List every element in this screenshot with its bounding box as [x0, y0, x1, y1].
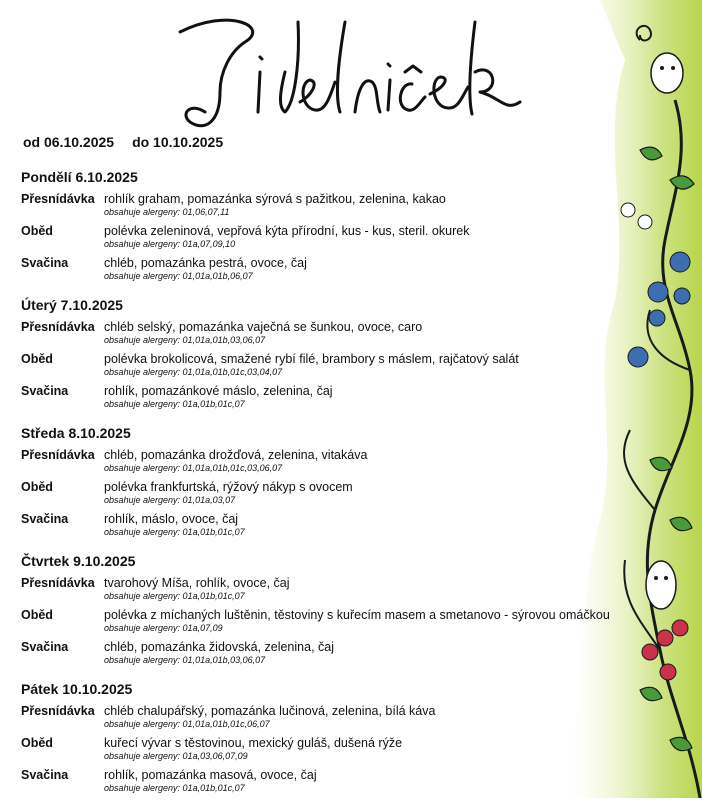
blueberry-icon: [628, 347, 648, 367]
day-title: Středa 8.10.2025: [21, 425, 131, 441]
flower-icon: [638, 215, 652, 229]
raspberry-icon: [660, 664, 676, 680]
day-section-tuesday: [21, 296, 621, 416]
blueberry-icon: [670, 252, 690, 272]
allergen-info: obsahuje alergeny: 01,01a,03,07: [104, 495, 236, 505]
day-section-friday: [21, 680, 621, 800]
meal-description: polévka zeleninová, vepřová kýta přírodní, kus - kus, steril. okurek: [104, 224, 470, 238]
allergen-info: obsahuje alergeny: 01,01a,01b,01c,03,06,07: [104, 463, 283, 473]
meal-label: Svačina: [21, 384, 69, 398]
raspberry-icon: [642, 644, 658, 660]
meal-row: [21, 704, 621, 736]
meal-row: [21, 736, 621, 768]
allergen-info: obsahuje alergeny: 01a,01b,01c,07: [104, 399, 245, 409]
allergen-info: obsahuje alergeny: 01a,01b,01c,07: [104, 591, 245, 601]
allergen-info: obsahuje alergeny: 01,01a,01b,06,07: [104, 271, 253, 281]
meal-label: Oběd: [21, 736, 53, 750]
meal-row: [21, 480, 621, 512]
meal-description: polévka frankfurtská, rýžový nákyp s ovocem: [104, 480, 353, 494]
meal-label: Přesnídávka: [21, 192, 95, 206]
meal-row: [21, 384, 621, 416]
allergen-info: obsahuje alergeny: 01a,01b,01c,07: [104, 527, 245, 537]
meal-row: [21, 192, 621, 224]
meal-description: tvarohový Míša, rohlík, ovoce, čaj: [104, 576, 290, 590]
day-section-wednesday: [21, 424, 621, 544]
date-from: od 06.10.2025: [23, 134, 115, 150]
meal-label: Oběd: [21, 352, 53, 366]
meal-row: [21, 224, 621, 256]
meal-row: [21, 352, 621, 384]
meal-description: rohlík, pomazánkové máslo, zelenina, čaj: [104, 384, 333, 398]
handwritten-title: [180, 20, 520, 126]
blueberry-icon: [648, 282, 668, 302]
meal-description: chléb, pomazánka drožďová, zelenina, vitakáva: [104, 448, 368, 462]
meal-label: Přesnídávka: [21, 576, 95, 590]
blueberry-icon: [674, 288, 690, 304]
meal-row: [21, 320, 621, 352]
day-section-thursday: [21, 552, 621, 672]
flower-icon: [621, 203, 635, 217]
meal-row: [21, 608, 621, 640]
meal-row: [21, 768, 621, 800]
meal-description: rohlík graham, pomazánka sýrová s pažitkou, zelenina, kakao: [104, 192, 446, 206]
meal-description: rohlík, máslo, ovoce, čaj: [104, 512, 239, 526]
allergen-info: obsahuje alergeny: 01a,07,09,10: [104, 239, 236, 249]
meal-label: Oběd: [21, 480, 53, 494]
day-section-monday: [21, 168, 621, 288]
meal-label: Přesnídávka: [21, 320, 95, 334]
meal-label: Oběd: [21, 608, 53, 622]
meal-label: Oběd: [21, 224, 53, 238]
meal-description: chléb chalupářský, pomazánka lučinová, zelenina, bílá káva: [104, 704, 436, 718]
raspberry-icon: [672, 620, 688, 636]
meal-row: [21, 256, 621, 288]
blueberry-icon: [649, 310, 665, 326]
page-title: [150, 2, 530, 152]
meal-description: kuřecí vývar s těstovinou, mexický guláš, dušená rýže: [104, 736, 403, 750]
allergen-info: obsahuje alergeny: 01a,07,09: [104, 623, 223, 633]
allergen-info: obsahuje alergeny: 01,01a,01b,03,06,07: [104, 335, 266, 345]
day-title: Úterý 7.10.2025: [21, 297, 123, 313]
allergen-info: obsahuje alergeny: 01,01a,01b,01c,03,04,07: [104, 367, 283, 377]
meal-description: chléb selský, pomazánka vaječná se šunkou, ovoce, caro: [104, 320, 423, 334]
meal-description: polévka brokolicová, smažené rybí filé, brambory s máslem, rajčatový salát: [104, 352, 519, 366]
meal-label: Svačina: [21, 640, 69, 654]
meal-label: Svačina: [21, 768, 69, 782]
date-to: do 10.10.2025: [132, 134, 224, 150]
meal-label: Svačina: [21, 256, 69, 270]
meal-label: Svačina: [21, 512, 69, 526]
day-title: Pátek 10.10.2025: [21, 681, 133, 697]
meal-label: Přesnídávka: [21, 704, 95, 718]
day-title: Čtvrtek 9.10.2025: [21, 553, 136, 569]
meal-row: [21, 448, 621, 480]
allergen-info: obsahuje alergeny: 01,01a,01b,01c,06,07: [104, 719, 270, 729]
meal-description: chléb, pomazánka židovská, zelenina, čaj: [104, 640, 334, 654]
date-range: [23, 134, 223, 150]
allergen-info: obsahuje alergeny: 01a,03,06,07,09: [104, 751, 248, 761]
meal-row: [21, 576, 621, 608]
day-title: Pondělí 6.10.2025: [21, 169, 138, 185]
ghost-character-icon: [651, 53, 683, 93]
meal-description: rohlík, pomazánka masová, ovoce, čaj: [104, 768, 317, 782]
ghost-character-icon: [646, 561, 676, 609]
allergen-info: obsahuje alergeny: 01a,01b,01c,07: [104, 783, 245, 793]
meal-row: [21, 640, 621, 672]
allergen-info: obsahuje alergeny: 01,06,07,11: [104, 207, 230, 217]
meal-description: chléb, pomazánka pestrá, ovoce, čaj: [104, 256, 307, 270]
meal-description: polévka z míchaných luštěnin, těstoviny s kuřecím masem a smetanovo - sýrovou omáčkou: [104, 608, 610, 622]
allergen-info: obsahuje alergeny: 01,01a,01b,03,06,07: [104, 655, 266, 665]
meal-label: Přesnídávka: [21, 448, 95, 462]
raspberry-icon: [657, 630, 673, 646]
meal-row: [21, 512, 621, 544]
